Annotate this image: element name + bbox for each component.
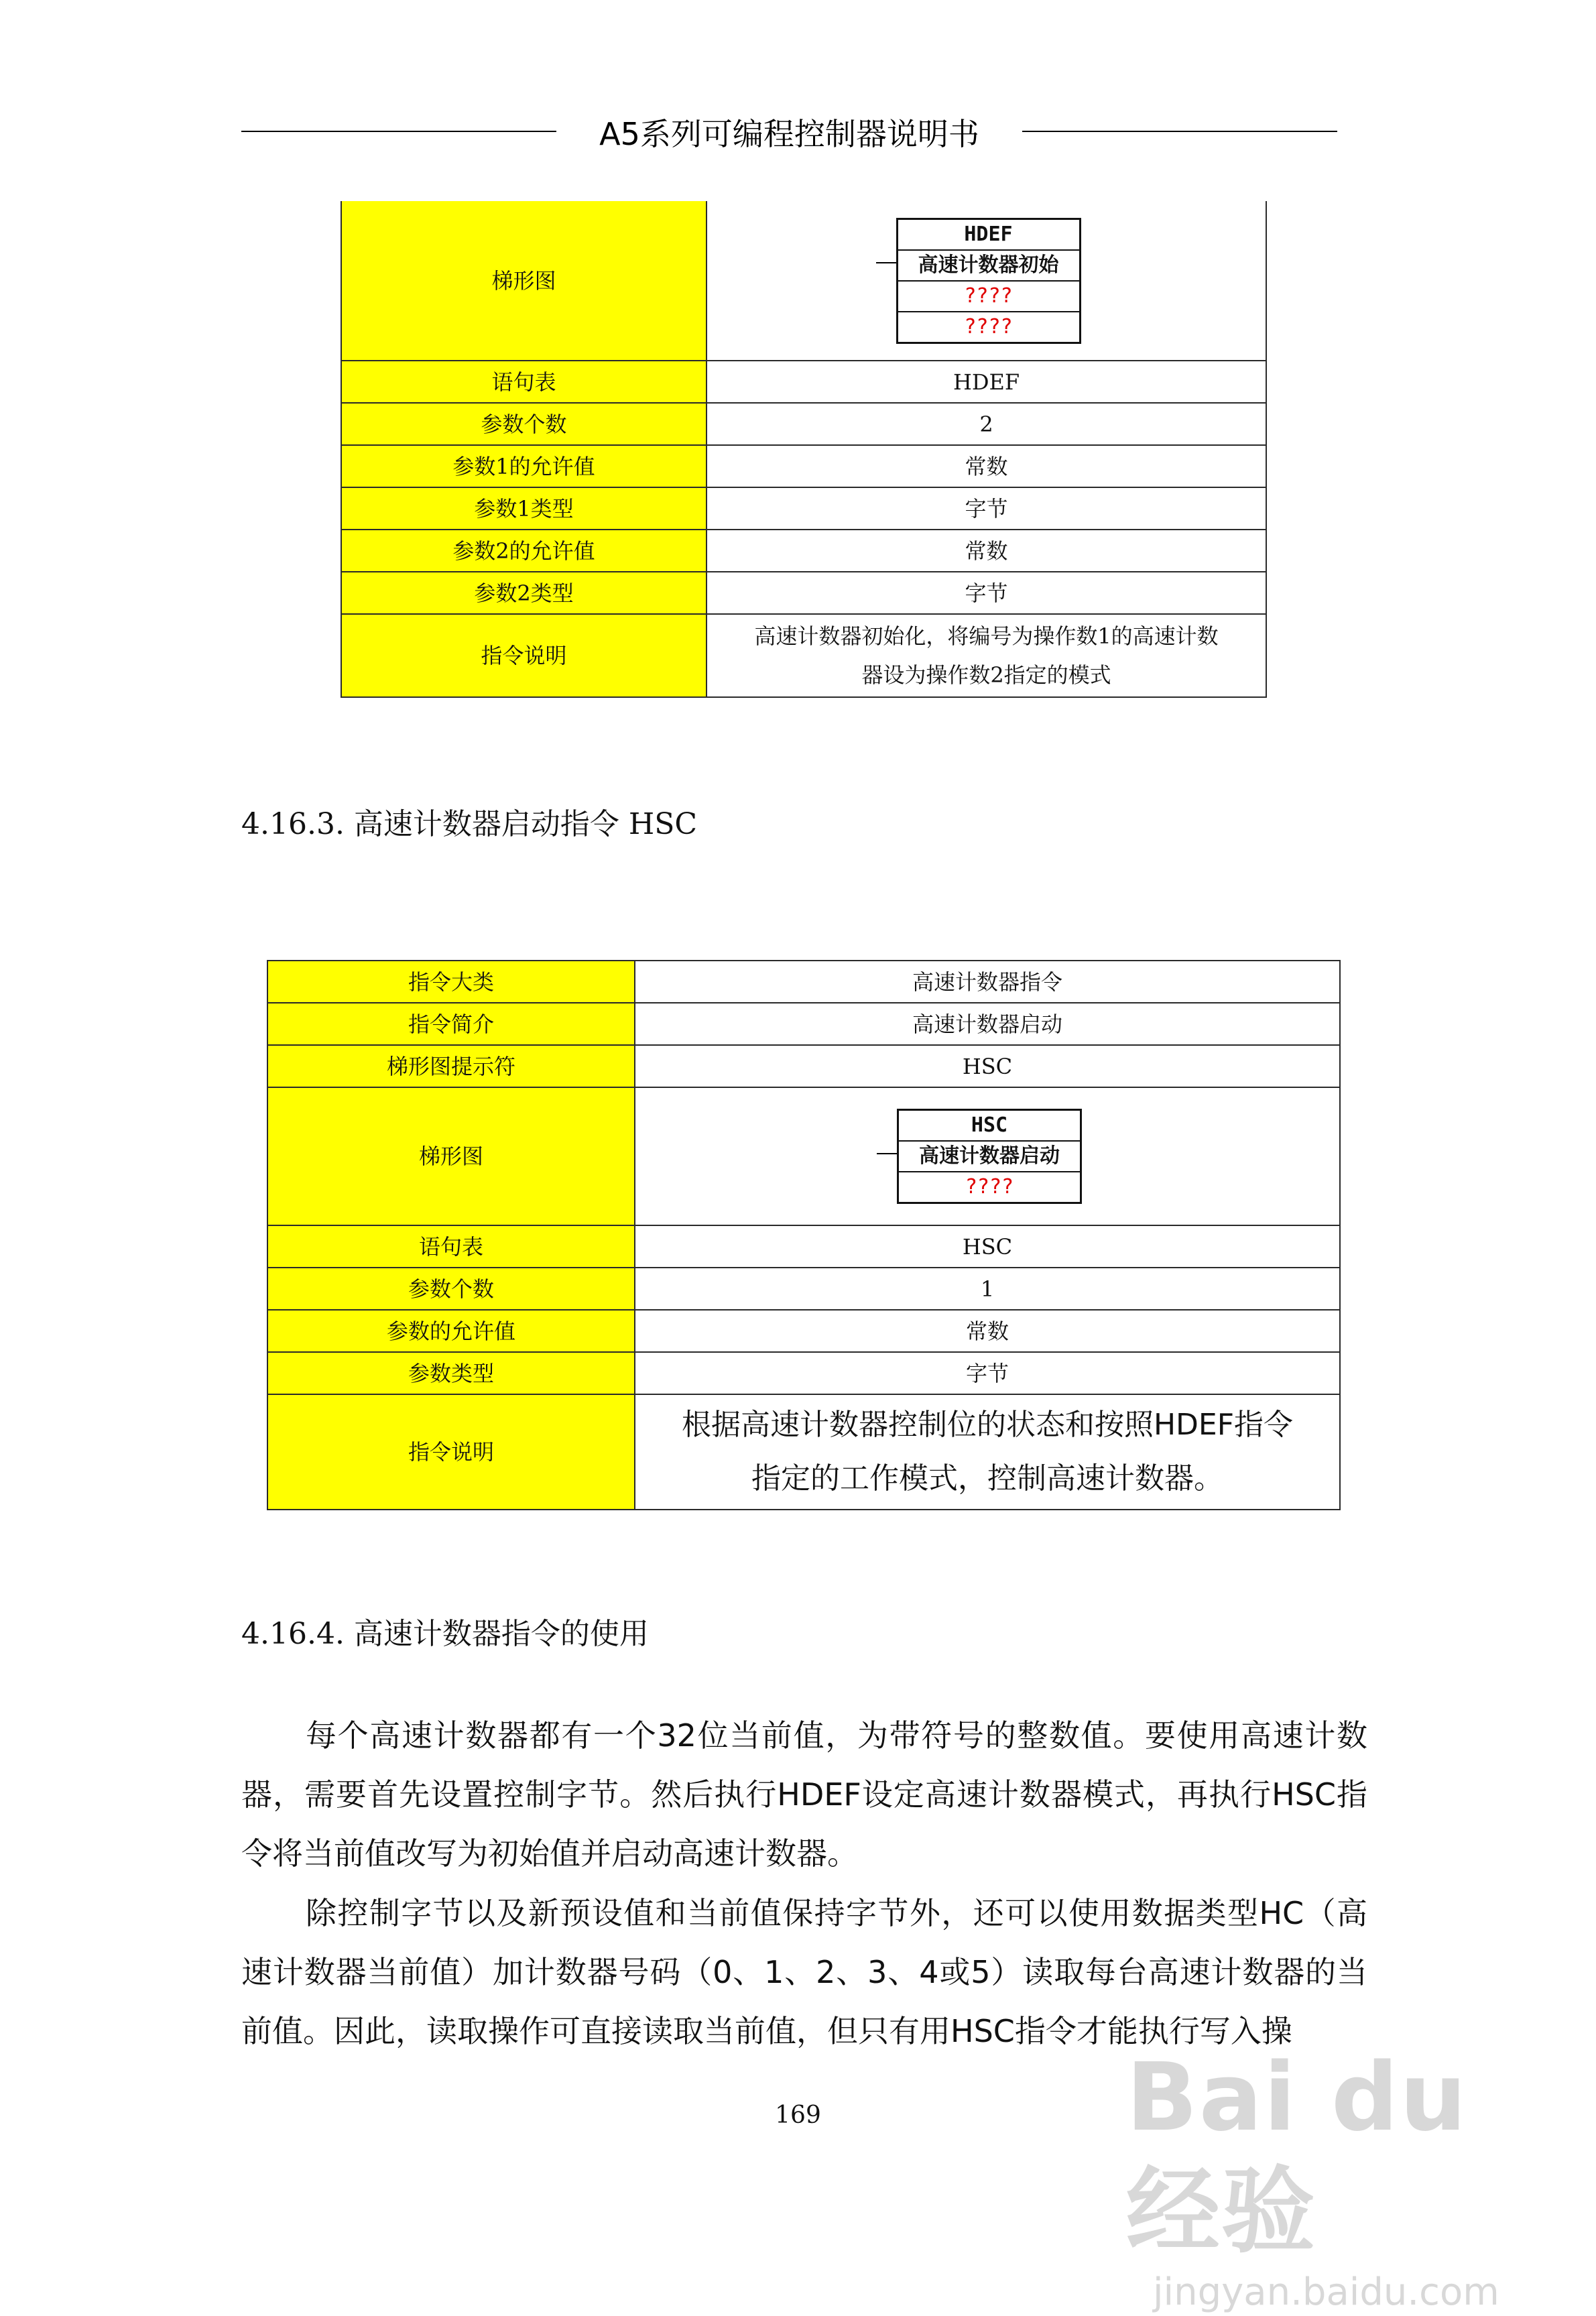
row-key: 参数个数 [267,1268,635,1310]
ladder-block [897,1109,1082,1204]
table-row [341,445,1266,487]
table-row [341,361,1266,403]
ladder-param-1: ???? [899,1171,1080,1202]
description-value [635,1394,1340,1510]
row-value: HDEF [707,361,1266,403]
table-row [267,1352,1340,1394]
table-row [341,487,1266,530]
ladder-diagram-cell [635,1087,1340,1225]
row-key: 参数1的允许值 [341,445,707,487]
table-row [267,1310,1340,1352]
header-title: A5系列可编程控制器说明书 [599,116,979,152]
ladder-diagram-hsc [897,1109,1078,1204]
row-value: 字节 [707,572,1266,614]
watermark-logo: Bai du 经验 [1126,2043,1468,2266]
row-key: 参数的允许值 [267,1310,635,1352]
row-key: 参数2类型 [341,572,707,614]
ladder-diagram-hdef [896,218,1077,344]
section-heading-4-16-3: 4.16.3. 高速计数器启动指令 HSC [241,807,698,841]
body-paragraph: 每个高速计数器都有一个32位当前值，为带符号的整数值。要使用高速计数器，需要首先设置控制字节。然后执行HDEF设定高速计数器模式，再执行HSC指令将当前值改写为初始值并启动高速计数器。 [241,1717,1367,1872]
row-value: 1 [635,1268,1340,1310]
description-line: 高速计数器初始化，将编号为操作数1的高速计数 [754,623,1219,649]
description-label: 指令说明 [341,614,707,697]
ladder-block-name: HDEF [964,222,1013,246]
table-row [267,1268,1340,1310]
description-line: 指定的工作模式，控制高速计数器。 [751,1461,1223,1496]
table-row [267,1225,1340,1268]
ladder-param-2: ???? [898,311,1079,342]
row-key: 梯形图提示符 [267,1045,635,1087]
row-value: 字节 [635,1352,1340,1394]
ladder-block-function: 高速计数器启动 [899,1140,1080,1171]
watermark-url: jingyan.baidu.com [1153,2270,1499,2314]
table-row [267,1087,1340,1225]
row-key: 语句表 [341,361,707,403]
row-value: 常数 [707,445,1266,487]
table-row [341,530,1266,572]
row-key: 参数个数 [341,403,707,445]
table-row [267,1394,1340,1510]
table-row [267,961,1340,1003]
ladder-label: 梯形图 [267,1087,635,1225]
body-paragraph: 除控制字节以及新预设值和当前值保持字节外，还可以使用数据类型HC（高速计数器当前值）加计数器号码（0、1、2、3、4或5）读取每台高速计数器的当前值。因此，读取操作可直接读取当前值，但只有用HSC指令才能执行写入操 [241,1895,1367,2049]
row-value: 常数 [635,1310,1340,1352]
row-value: 2 [707,403,1266,445]
ladder-wire [877,1153,897,1154]
ladder-diagram-cell [707,201,1266,361]
ladder-block-name: HSC [971,1113,1008,1137]
table-row [341,614,1266,697]
row-value: 高速计数器指令 [635,961,1340,1003]
ladder-label: 梯形图 [341,201,707,361]
section-heading-4-16-4: 4.16.4. 高速计数器指令的使用 [241,1617,649,1651]
row-key: 语句表 [267,1225,635,1268]
description-line: 根据高速计数器控制位的状态和按照HDEF指令 [681,1408,1294,1442]
row-value: 高速计数器启动 [635,1003,1340,1045]
hsc-spec-table [267,960,1341,1510]
header-rule-left [241,131,556,132]
row-key: 参数类型 [267,1352,635,1394]
table-row [341,572,1266,614]
header-rule-right [1022,131,1337,132]
ladder-wire [876,262,896,263]
table-row [267,1003,1340,1045]
row-key: 指令大类 [267,961,635,1003]
table-row [267,1045,1340,1087]
description-value [707,614,1266,697]
row-value: HSC [635,1045,1340,1087]
row-key: 参数2的允许值 [341,530,707,572]
table-row [341,403,1266,445]
row-key: 指令简介 [267,1003,635,1045]
row-key: 参数1类型 [341,487,707,530]
hdef-spec-table [341,201,1267,698]
page-number: 169 [775,2101,821,2129]
baidu-jingyan-watermark [1126,2041,1562,2314]
ladder-block [896,218,1081,344]
row-value: 常数 [707,530,1266,572]
description-label: 指令说明 [267,1394,635,1510]
table-row [341,201,1266,361]
ladder-param-1: ???? [898,280,1079,311]
ladder-block-function: 高速计数器初始 [898,249,1079,280]
row-value: HSC [635,1225,1340,1268]
description-line: 器设为操作数2指定的模式 [861,662,1111,688]
row-value: 字节 [707,487,1266,530]
